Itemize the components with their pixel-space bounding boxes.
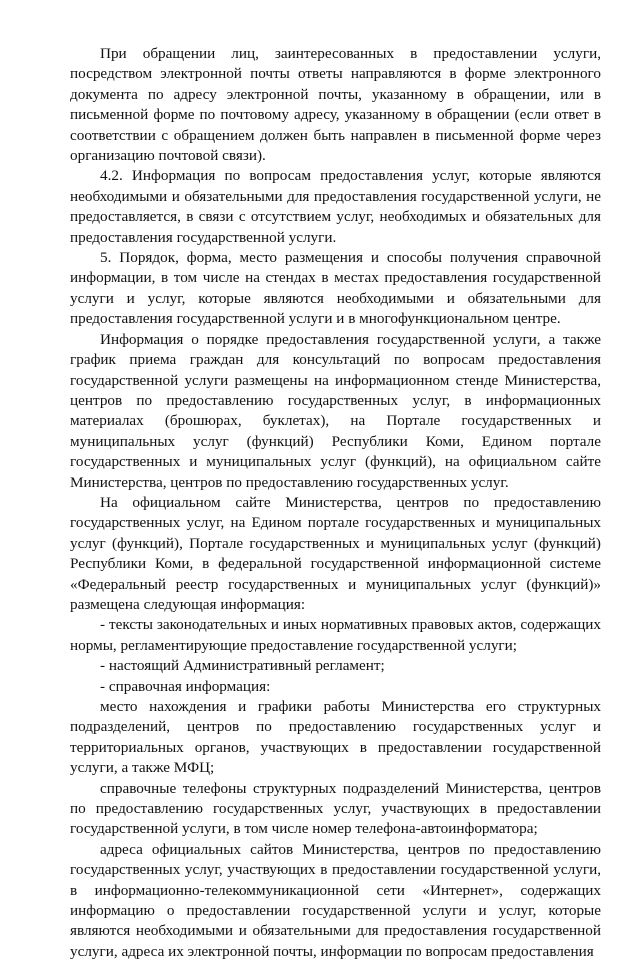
paragraph-4-2: 4.2. Информация по вопросам предоставления услуг, которые являются необходимыми и обязательными для предоставления государственной услуги, не предоставляется, в связи с отсутствием услуг, необходимых и обязательных для предоставления государственной услуги. [70, 167, 601, 246]
paragraph-location-schedule: место нахождения и графики работы Министерства его структурных подразделений, центров по предоставлению государственных услуг и территориальных органов, участвующих в предоставлении государственной услуги, а также МФЦ; [70, 698, 601, 777]
paragraph-phones: справочные телефоны структурных подразделений Министерства, центров по предоставлению государственных услуг, участвующих в предоставлении государственной услуги, в том числе номер телефона-автоинформатора; [70, 779, 601, 838]
paragraph-5-heading: 5. Порядок, форма, место размещения и способы получения справочной информации, в том числе на стендах в местах предоставления государственной услуги и услуг, которые являются необходимыми и обязательными для предоставления государственной услуги и в многофункциональном центре. [70, 249, 601, 328]
paragraph-official-site: На официальном сайте Министерства, центров по предоставлению государственных услуг, на Едином портале государственных и муниципальных услуг (функций), Портале государственных и муниципальных услуг (функций) Республики Коми, в федеральной государственной информационной системе «Федеральный реестр государственных и муниципальных услуг (функций)» размещена следующая информация: [70, 493, 601, 613]
paragraph-site-addresses: адреса официальных сайтов Министерства, центров по предоставлению государственных услуг, участвующих в предоставлении государственной услуги, в информационно-телекоммуникационной сети «Интернет», содержащих информацию о предоставлении государственной услуги и услуг, которые являются необходимыми и обязательными для предоставления государственной услуги, адреса их электронной почты, информации по вопросам предоставления [70, 840, 601, 960]
document-page [70, 44, 601, 962]
list-item-legal-acts: - тексты законодательных и иных нормативных правовых актов, содержащих нормы, регламентирующие предоставление государственной услуги; [70, 616, 601, 654]
list-item-reference-info: - справочная информация: [100, 677, 271, 695]
paragraph-email-response: При обращении лиц, заинтересованных в предоставлении услуги, посредством электронной почты ответы направляются в форме электронного документа по адресу электронной почты, указанному в обращении, или в письменной форме по почтовому адресу, указанному в обращении (если ответ в соответствии с обращением должен быть направлен в письменной форме через организацию почтовой связи). [70, 45, 601, 165]
list-item-regulation: - настоящий Административный регламент; [100, 657, 385, 675]
paragraph-info-order: Информация о порядке предоставления государственной услуги, а также график приема граждан для консультаций по вопросам предоставления государственной услуги размещены на информационном стенде Министерства, центров по предоставлению государственных услуг, в информационных материалах (брошюрах, буклетах), на Портале государственных и муниципальных услуг (функций) Республики Коми, Едином портале государственных и муниципальных услуг (функций), на официальном сайте Министерства, центров по предоставлению государственных услуг. [70, 330, 601, 491]
